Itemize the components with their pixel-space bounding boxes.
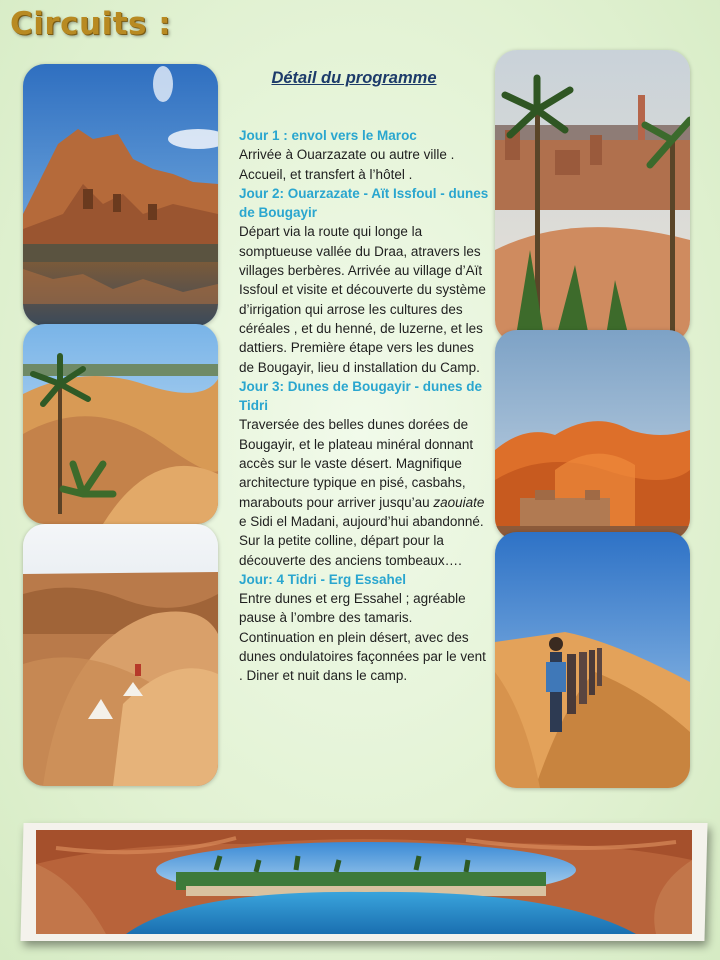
palm-village-photo (495, 50, 690, 342)
zaouiate-term: zaouiate (433, 494, 485, 510)
oasis-pool-photo (36, 830, 692, 934)
day-title: Jour 1 : envol vers le Maroc (239, 128, 417, 143)
day-section (239, 184, 491, 377)
day-title: Jour: 4 Tidri - Erg Essahel (239, 571, 407, 587)
day-description: Entre dunes et erg Essahel ; agréable pause à l’ombre des tamaris. Continuation en plein désert, avec des dunes ondulatoires façonnées par le vent . Diner et nuit dans le camp. (239, 591, 486, 684)
day-section (239, 570, 491, 686)
palm-dunes-photo (23, 324, 218, 524)
day-description (239, 415, 491, 569)
page-title: Circuits : (10, 6, 172, 42)
day-description-text: e Sidi el Madani, aujourd’hui abandonné. Sur la petite colline, départ pour la découverte des anciens tombeaux…. (239, 513, 484, 568)
orange-dunes-photo (495, 330, 690, 540)
camel-trek-photo (495, 532, 690, 788)
kasbah-photo (23, 64, 218, 326)
day-description: Arrivée à Ouarzazate ou autre ville . Accueil, et transfert à l’hôtel . (239, 147, 455, 182)
day-title: Jour 2: Ouarzazate - Aït Issfoul - dunes de Bougayir (239, 185, 489, 221)
program-text (239, 126, 491, 686)
day-section (239, 126, 491, 184)
day-title: Jour 3: Dunes de Bougayir - dunes de Tidri (239, 378, 483, 414)
day-section (239, 377, 491, 570)
day-description: Départ via la route qui longe la somptueuse vallée du Draa, atravers les villages berbères. Arrivée au village d’Aït Issfoul et visite et découverte du système d’irrigation qui arrose les cultures des céréales , et du henné, de luzerne, et les dattiers. Première étape vers les dunes de Bougayir, lieu d installation du Camp. (239, 224, 486, 375)
day-description-text: Traversée des belles dunes dorées de Bougayir, et le plateau minéral donnant accès sur le vaste désert. Magnifique architecture typique en pisé, casbahs, marabouts pour arriver jusqu’au (239, 417, 474, 510)
desert-camp-photo (23, 524, 218, 786)
program-heading: Détail du programme (271, 69, 437, 87)
